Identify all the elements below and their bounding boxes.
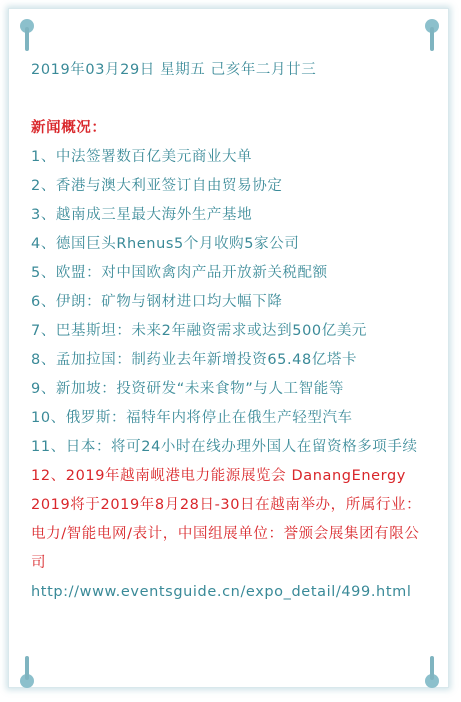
section-title: 新闻概况： (31, 120, 107, 136)
expo-announcement: 12、2019年越南岘港电力能源展览会 DanangEnergy 2019将于2019年8月28日-30日在越南举办，所属行业：电力/智能电网/表计，中国组展单位：誉颁会展集团有限公司 (31, 468, 422, 571)
pushpin-icon (20, 19, 34, 53)
date-line: 2019年03月29日 星期五 己亥年二月廿三 (31, 62, 317, 78)
news-item-8: 8、孟加拉国：制药业去年新增投资65.48亿塔卡 (31, 352, 358, 368)
news-list (31, 143, 426, 607)
news-item-2: 2、香港与澳大利亚签订自由贸易协定 (31, 178, 283, 194)
news-item-12 (31, 462, 426, 607)
news-item-7: 7、巴基斯坦：未来2年融资需求或达到500亿美元 (31, 323, 368, 339)
news-item-5: 5、欧盟：对中国欧禽肉产品开放新关税配额 (31, 265, 328, 281)
pushpin-icon (425, 19, 439, 53)
news-item-10: 10、俄罗斯：福特年内将停止在俄生产轻型汽车 (31, 410, 353, 426)
news-item-3: 3、越南成三星最大海外生产基地 (31, 207, 253, 223)
pushpin-icon (425, 654, 439, 688)
news-item-1: 1、中法签署数百亿美元商业大单 (31, 149, 253, 165)
news-item-4: 4、德国巨头Rhenus5个月收购5家公司 (31, 236, 300, 252)
expo-link[interactable]: http://www.eventsguide.cn/expo_detail/499.html (31, 584, 412, 600)
pushpin-icon (20, 654, 34, 688)
news-item-9: 9、新加坡：投资研发“未来食物”与人工智能等 (31, 381, 344, 397)
news-item-6: 6、伊朗：矿物与钢材进口均大幅下降 (31, 294, 283, 310)
news-item-11: 11、日本：将可24小时在线办理外国人在留资格多项手续 (31, 439, 418, 455)
news-content (31, 56, 426, 607)
